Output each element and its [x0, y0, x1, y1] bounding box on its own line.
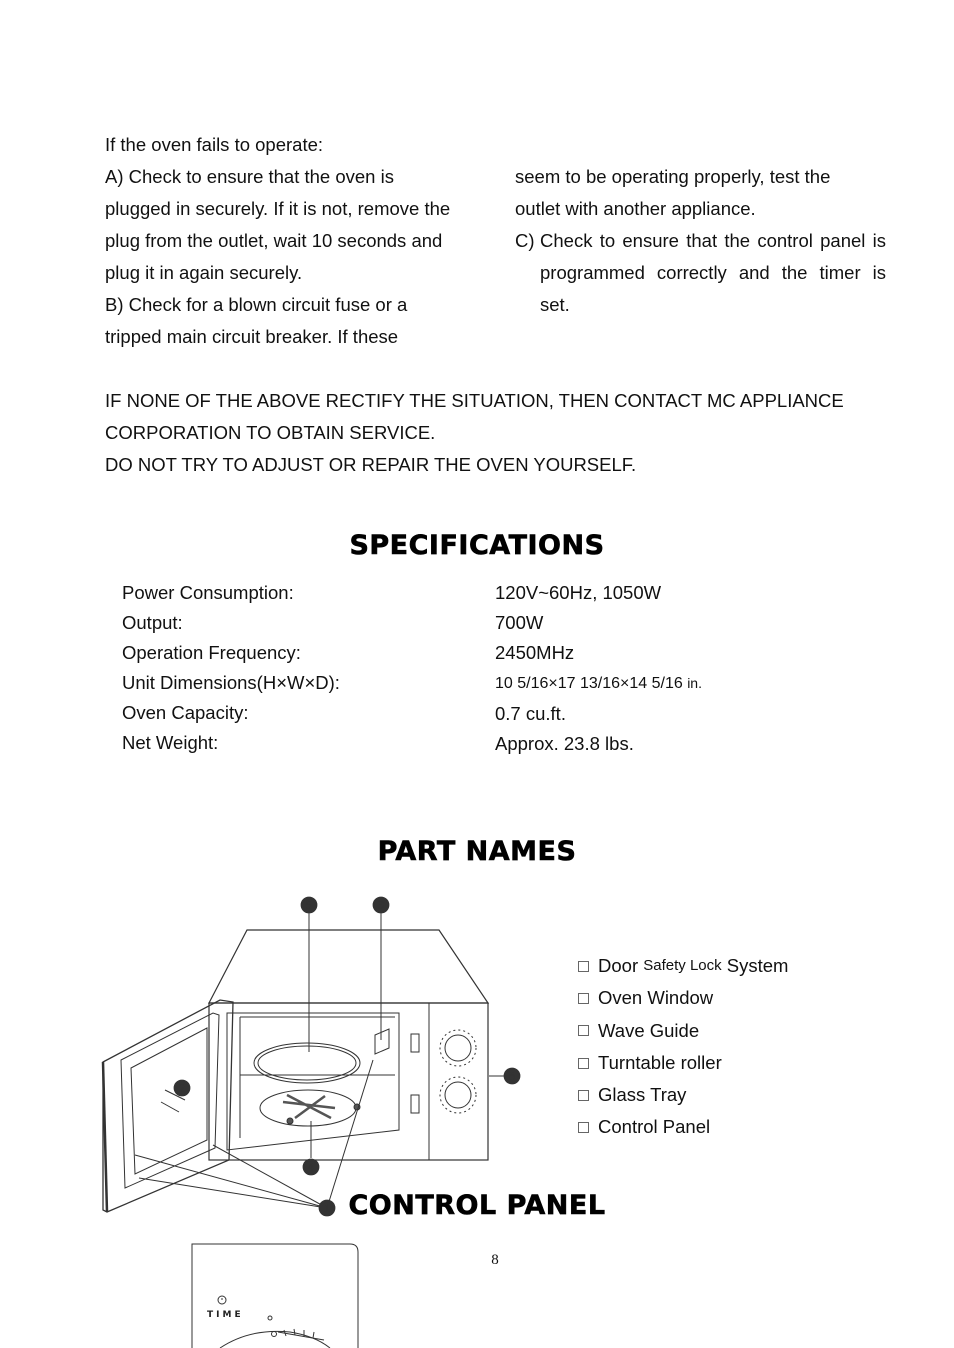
roller-wheel	[287, 1118, 293, 1124]
wave-guide	[375, 1029, 389, 1054]
spec-value: 700W	[495, 612, 544, 633]
spec-value: Approx. 23.8 lbs.	[495, 733, 634, 754]
spec-value: 10 5/16×17 13/16×14 5/16	[495, 675, 683, 692]
window-glare	[161, 1102, 179, 1112]
spec-values	[495, 578, 702, 759]
glass-tray	[254, 1043, 360, 1083]
troubleshoot-left-column	[105, 161, 450, 353]
spec-value: 120V~60Hz, 1050W	[495, 582, 662, 603]
door-window-inner	[131, 1028, 207, 1174]
spec-label: Output:	[122, 612, 183, 633]
bullet-box-icon	[578, 1025, 589, 1036]
spec-label: Unit Dimensions(H×W×D):	[122, 672, 340, 693]
troubleshoot-right-column	[515, 161, 886, 321]
troubleshoot-line: A) Check to ensure that the oven is	[105, 166, 394, 187]
latch-hole	[411, 1034, 419, 1052]
callout-number: 4	[307, 1161, 315, 1174]
warning-line: IF NONE OF THE ABOVE RECTIFY THE SITUATION, THEN CONTACT MC APPLIANCE	[105, 390, 844, 411]
bullet-box-icon	[578, 961, 589, 972]
latch-hole	[411, 1095, 419, 1113]
part-item	[578, 982, 788, 1014]
part-label: Wave Guide	[598, 1019, 700, 1041]
item-c-text: Check to ensure that the control panel is programmed correctly and the timer is set.	[540, 230, 886, 315]
part-item	[578, 1047, 788, 1079]
warning-block	[105, 385, 844, 481]
callout-number: 2	[178, 1082, 186, 1095]
part-label: Door	[598, 955, 639, 976]
troubleshoot-item-c	[515, 225, 886, 321]
bullet-box-icon	[578, 1058, 589, 1069]
dial-tick	[272, 1332, 277, 1337]
part-label-small: Safety Lock	[643, 957, 722, 974]
callout-number: 6	[508, 1070, 516, 1083]
bullet-box-icon	[578, 1122, 589, 1133]
spec-label: Oven Capacity:	[122, 702, 249, 723]
door-window	[121, 1013, 219, 1188]
part-label: Control Panel	[598, 1116, 711, 1138]
part-label: Glass Tray	[598, 1084, 687, 1106]
callout-number: 3	[377, 899, 385, 912]
spec-labels	[122, 578, 340, 758]
bullet-box-icon	[578, 993, 589, 1004]
spec-value: 0.7 cu.ft.	[495, 703, 566, 724]
control-panel-strip	[429, 1003, 488, 1160]
part-names-heading: PART NAMES	[377, 836, 577, 867]
troubleshoot-intro: If the oven fails to operate:	[105, 134, 324, 155]
power-dial	[445, 1035, 471, 1061]
spec-label: Power Consumption:	[122, 582, 294, 603]
warning-line: DO NOT TRY TO ADJUST OR REPAIR THE OVEN YOURSELF.	[105, 454, 637, 475]
control-panel-frame	[192, 1244, 358, 1348]
spec-unit: in.	[687, 675, 702, 691]
part-names-list	[578, 950, 788, 1144]
troubleshoot-line: plug from the outlet, wait 10 seconds and	[105, 230, 443, 251]
spec-label: Operation Frequency:	[122, 642, 301, 663]
part-item	[578, 1079, 788, 1111]
control-panel-diagram	[190, 1242, 362, 1348]
spec-label: Net Weight:	[122, 732, 219, 753]
part-item	[578, 1015, 788, 1047]
troubleshoot-line: seem to be operating properly, test the	[515, 166, 831, 187]
troubleshoot-line: plugged in securely. If it is not, remove the	[105, 198, 451, 219]
bullet-box-icon	[578, 1090, 589, 1101]
microwave-diagram	[95, 890, 535, 1225]
oven-cavity	[227, 1013, 399, 1150]
page-number: 8	[491, 1252, 499, 1268]
control-panel-heading: CONTROL PANEL	[348, 1190, 606, 1221]
callout-number: 5	[305, 899, 313, 912]
time-label: TIME	[207, 1310, 244, 1320]
part-item	[578, 950, 788, 982]
warning-line: CORPORATION TO OBTAIN SERVICE.	[105, 422, 436, 443]
spec-value-dimensions	[495, 668, 702, 699]
troubleshoot-line: B) Check for a blown circuit fuse or a	[105, 294, 408, 315]
dial-tick	[268, 1316, 272, 1320]
part-label: Oven Window	[598, 987, 714, 1009]
part-label: Turntable roller	[598, 1051, 722, 1073]
roller-arms	[283, 1095, 335, 1118]
cabinet-top	[209, 930, 488, 1003]
spec-value: 2450MHz	[495, 642, 575, 663]
part-item	[578, 1111, 788, 1143]
item-c-label: C)	[515, 230, 535, 251]
part-label: System	[726, 955, 789, 976]
troubleshoot-line: plug it in again securely.	[105, 262, 303, 283]
troubleshoot-line: tripped main circuit breaker. If these	[105, 326, 399, 347]
troubleshoot-line: outlet with another appliance.	[515, 198, 756, 219]
specifications-heading: SPECIFICATIONS	[349, 530, 605, 561]
callout-number: 1	[323, 1202, 331, 1215]
timer-dial	[445, 1082, 471, 1108]
